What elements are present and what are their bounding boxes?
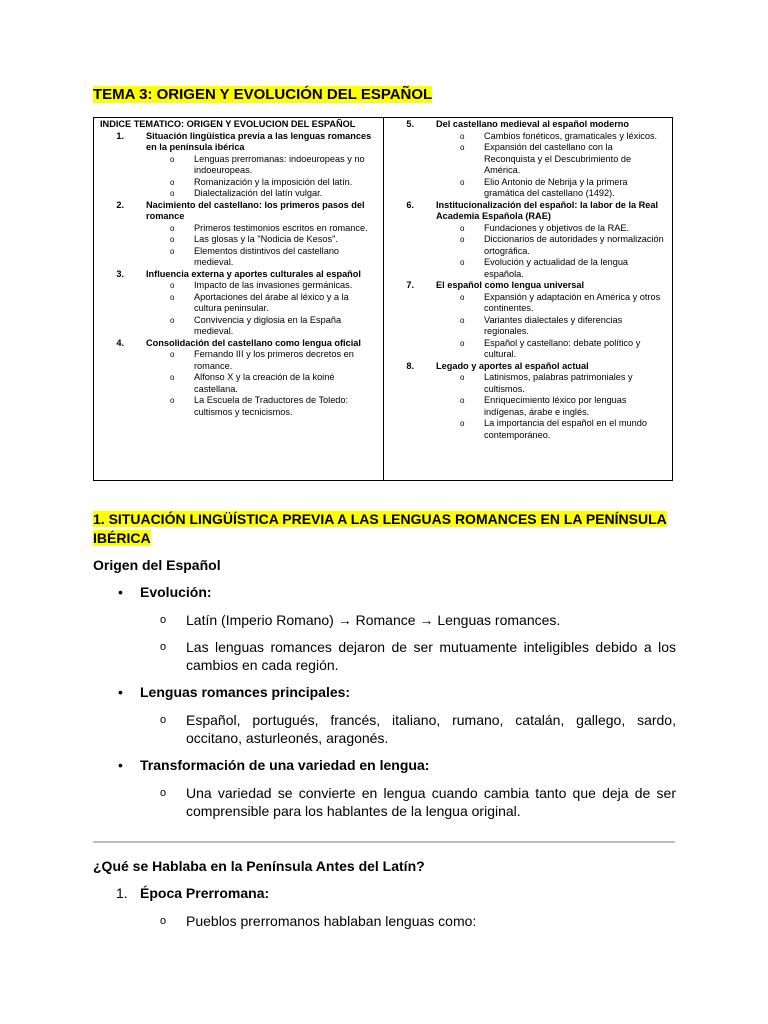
circle-bullet-icon: o <box>460 177 465 187</box>
index-subitem: o Expansión y adaptación en América y otros continentes. <box>460 291 661 313</box>
index-section: 1. Situación lingüística previa a las lenguas romances en la península ibérica <box>116 130 372 152</box>
circle-bullet-icon: o <box>170 315 175 325</box>
circle-bullet-icon: o <box>460 338 465 348</box>
index-table <box>93 117 673 481</box>
sub-bullet-item: o Pueblos prerromanos hablaban lenguas como: <box>160 913 477 929</box>
index-subitem: o Primeros testimonios escritos en romance. <box>170 222 368 233</box>
index-subitem: o Español y castellano: debate político y cultural. <box>460 337 641 359</box>
index-subitem: o Alfonso X y la creación de la koiné castellana. <box>170 372 335 394</box>
index-subitem: o Fundaciones y objetivos de la RAE. <box>460 222 630 233</box>
circle-bullet-icon: o <box>170 189 175 198</box>
circle-bullet-icon: o <box>160 714 167 726</box>
bullet-icon: • <box>118 757 123 773</box>
index-subitem: o Cambios fonéticos, gramaticales y léxicos. <box>460 130 658 141</box>
index-section: 5. Del castellano medieval al español moderno <box>406 119 630 129</box>
index-section: 8. Legado y aportes al español actual <box>406 360 589 371</box>
circle-bullet-icon: o <box>170 246 175 256</box>
circle-bullet-icon: o <box>460 419 465 428</box>
circle-bullet-icon: o <box>160 614 167 626</box>
index-subitem: o Fernando III y los primeros decretos en romance. <box>170 349 354 371</box>
bullet-item: • Lenguas romances principales: <box>118 684 351 700</box>
index-subitem: o Evolución y actualidad de la lengua española. <box>460 257 629 279</box>
index-column-right <box>384 118 672 480</box>
circle-bullet-icon: o <box>170 235 175 244</box>
circle-bullet-icon: o <box>160 787 167 799</box>
circle-bullet-icon: o <box>170 292 175 302</box>
circle-bullet-icon: o <box>460 131 465 141</box>
circle-bullet-icon: o <box>460 373 465 382</box>
index-subitem: o Aportaciones del árabe al léxico y a la cultura peninsular. <box>170 291 349 313</box>
index-subitem: o Dialectalización del latín vulgar. <box>170 188 323 198</box>
bullet-item: • Evolución: <box>118 584 212 600</box>
circle-bullet-icon: o <box>460 223 465 233</box>
bullet-icon: • <box>118 684 123 700</box>
circle-bullet-icon: o <box>170 350 175 359</box>
circle-bullet-icon: o <box>460 396 465 405</box>
index-subitem: o Variantes dialectales y diferencias regionales. <box>460 314 623 336</box>
index-section: 3. Influencia externa y aportes culturales al español <box>116 268 361 279</box>
circle-bullet-icon: o <box>170 396 175 405</box>
bullet-icon: • <box>118 584 123 600</box>
index-subitem: o Romanización y la imposición del latín. <box>170 176 353 187</box>
circle-bullet-icon: o <box>460 292 465 302</box>
circle-bullet-icon: o <box>170 223 175 233</box>
circle-bullet-icon: o <box>160 915 167 927</box>
subsection-heading: Origen del Español <box>93 557 221 573</box>
index-subitem: o Elio Antonio de Nebrija y la primera gramática del castellano (1492). <box>460 176 628 198</box>
circle-bullet-icon: o <box>460 258 465 267</box>
bullet-item: • Transformación de una variedad en lengua: <box>118 757 430 773</box>
numbered-item: 1. Época Prerromana: <box>116 885 270 901</box>
index-subitem: o Lenguas prerromanas: indoeuropeas y no indoeuropeas. <box>170 153 365 175</box>
horizontal-divider <box>93 841 675 843</box>
index-subitem: o Diccionarios de autoridades y normalización ortográfica. <box>460 234 664 256</box>
index-subitem: o Convivencia y diglosia en la España medieval. <box>170 314 342 336</box>
sub-bullet-item: o Español, portugués, francés, italiano, rumano, catalán, gallego, sardo, occitano, asturleonés, aragonés. <box>160 712 676 746</box>
circle-bullet-icon: o <box>170 177 175 187</box>
index-subitem: o Latinismos, palabras patrimoniales y cultismos. <box>460 372 633 394</box>
index-section: 4. Consolidación del castellano como lengua oficial <box>116 337 361 348</box>
index-subitem: o Expansión del castellano con la Reconquista y el Descubrimiento de América. <box>460 142 632 175</box>
index-section: 6. Institucionalización del español: la labor de la Real Academia Española (RAE) <box>406 199 659 221</box>
index-column-left <box>94 118 384 480</box>
circle-bullet-icon: o <box>170 154 175 164</box>
index-section: 7. El español como lengua universal <box>406 280 585 290</box>
circle-bullet-icon: o <box>460 315 465 325</box>
index-subitem: o La importancia del español en el mundo contemporáneo. <box>460 418 647 440</box>
circle-bullet-icon: o <box>170 373 175 382</box>
document-title: TEMA 3: ORIGEN Y EVOLUCIÓN DEL ESPAÑOL <box>93 86 433 103</box>
index-subitem: o Impacto de las invasiones germánicas. <box>170 280 353 290</box>
index-subitem: o Enriquecimiento léxico por lenguas indígenas, árabe e inglés. <box>460 395 627 417</box>
circle-bullet-icon: o <box>170 281 175 290</box>
circle-bullet-icon: o <box>460 143 465 152</box>
index-heading: INDICE TEMATICO: ORIGEN Y EVOLUCION DEL ESPAÑOL <box>100 119 356 129</box>
index-subitem: o Elementos distintivos del castellano medieval. <box>170 245 340 267</box>
index-section: 2. Nacimiento del castellano: los primeros pasos del romance <box>116 199 365 221</box>
subsection-heading: ¿Qué se Hablaba en la Península Antes del Latín? <box>93 858 425 874</box>
sub-bullet-item: o Latín (Imperio Romano) → Romance → Lenguas romances. <box>160 612 561 628</box>
section-title: 1. SITUACIÓN LINGÜÍSTICA PREVIA A LAS LENGUAS ROMANCES EN LA PENÍNSULA IBÉRICA <box>93 511 667 546</box>
index-subitem: o La Escuela de Traductores de Toledo: cultismos y tecnicismos. <box>170 395 349 417</box>
circle-bullet-icon: o <box>460 235 465 244</box>
sub-bullet-item: o Las lenguas romances dejaron de ser mutuamente inteligibles debido a los cambios en cada región. <box>160 639 676 673</box>
sub-bullet-item: o Una variedad se convierte en lengua cuando cambia tanto que deja de ser comprensible para los hablantes de la lengua original. <box>160 785 676 819</box>
index-subitem: o Las glosas y la "Nodicia de Kesos". <box>170 234 338 244</box>
circle-bullet-icon: o <box>160 641 167 653</box>
